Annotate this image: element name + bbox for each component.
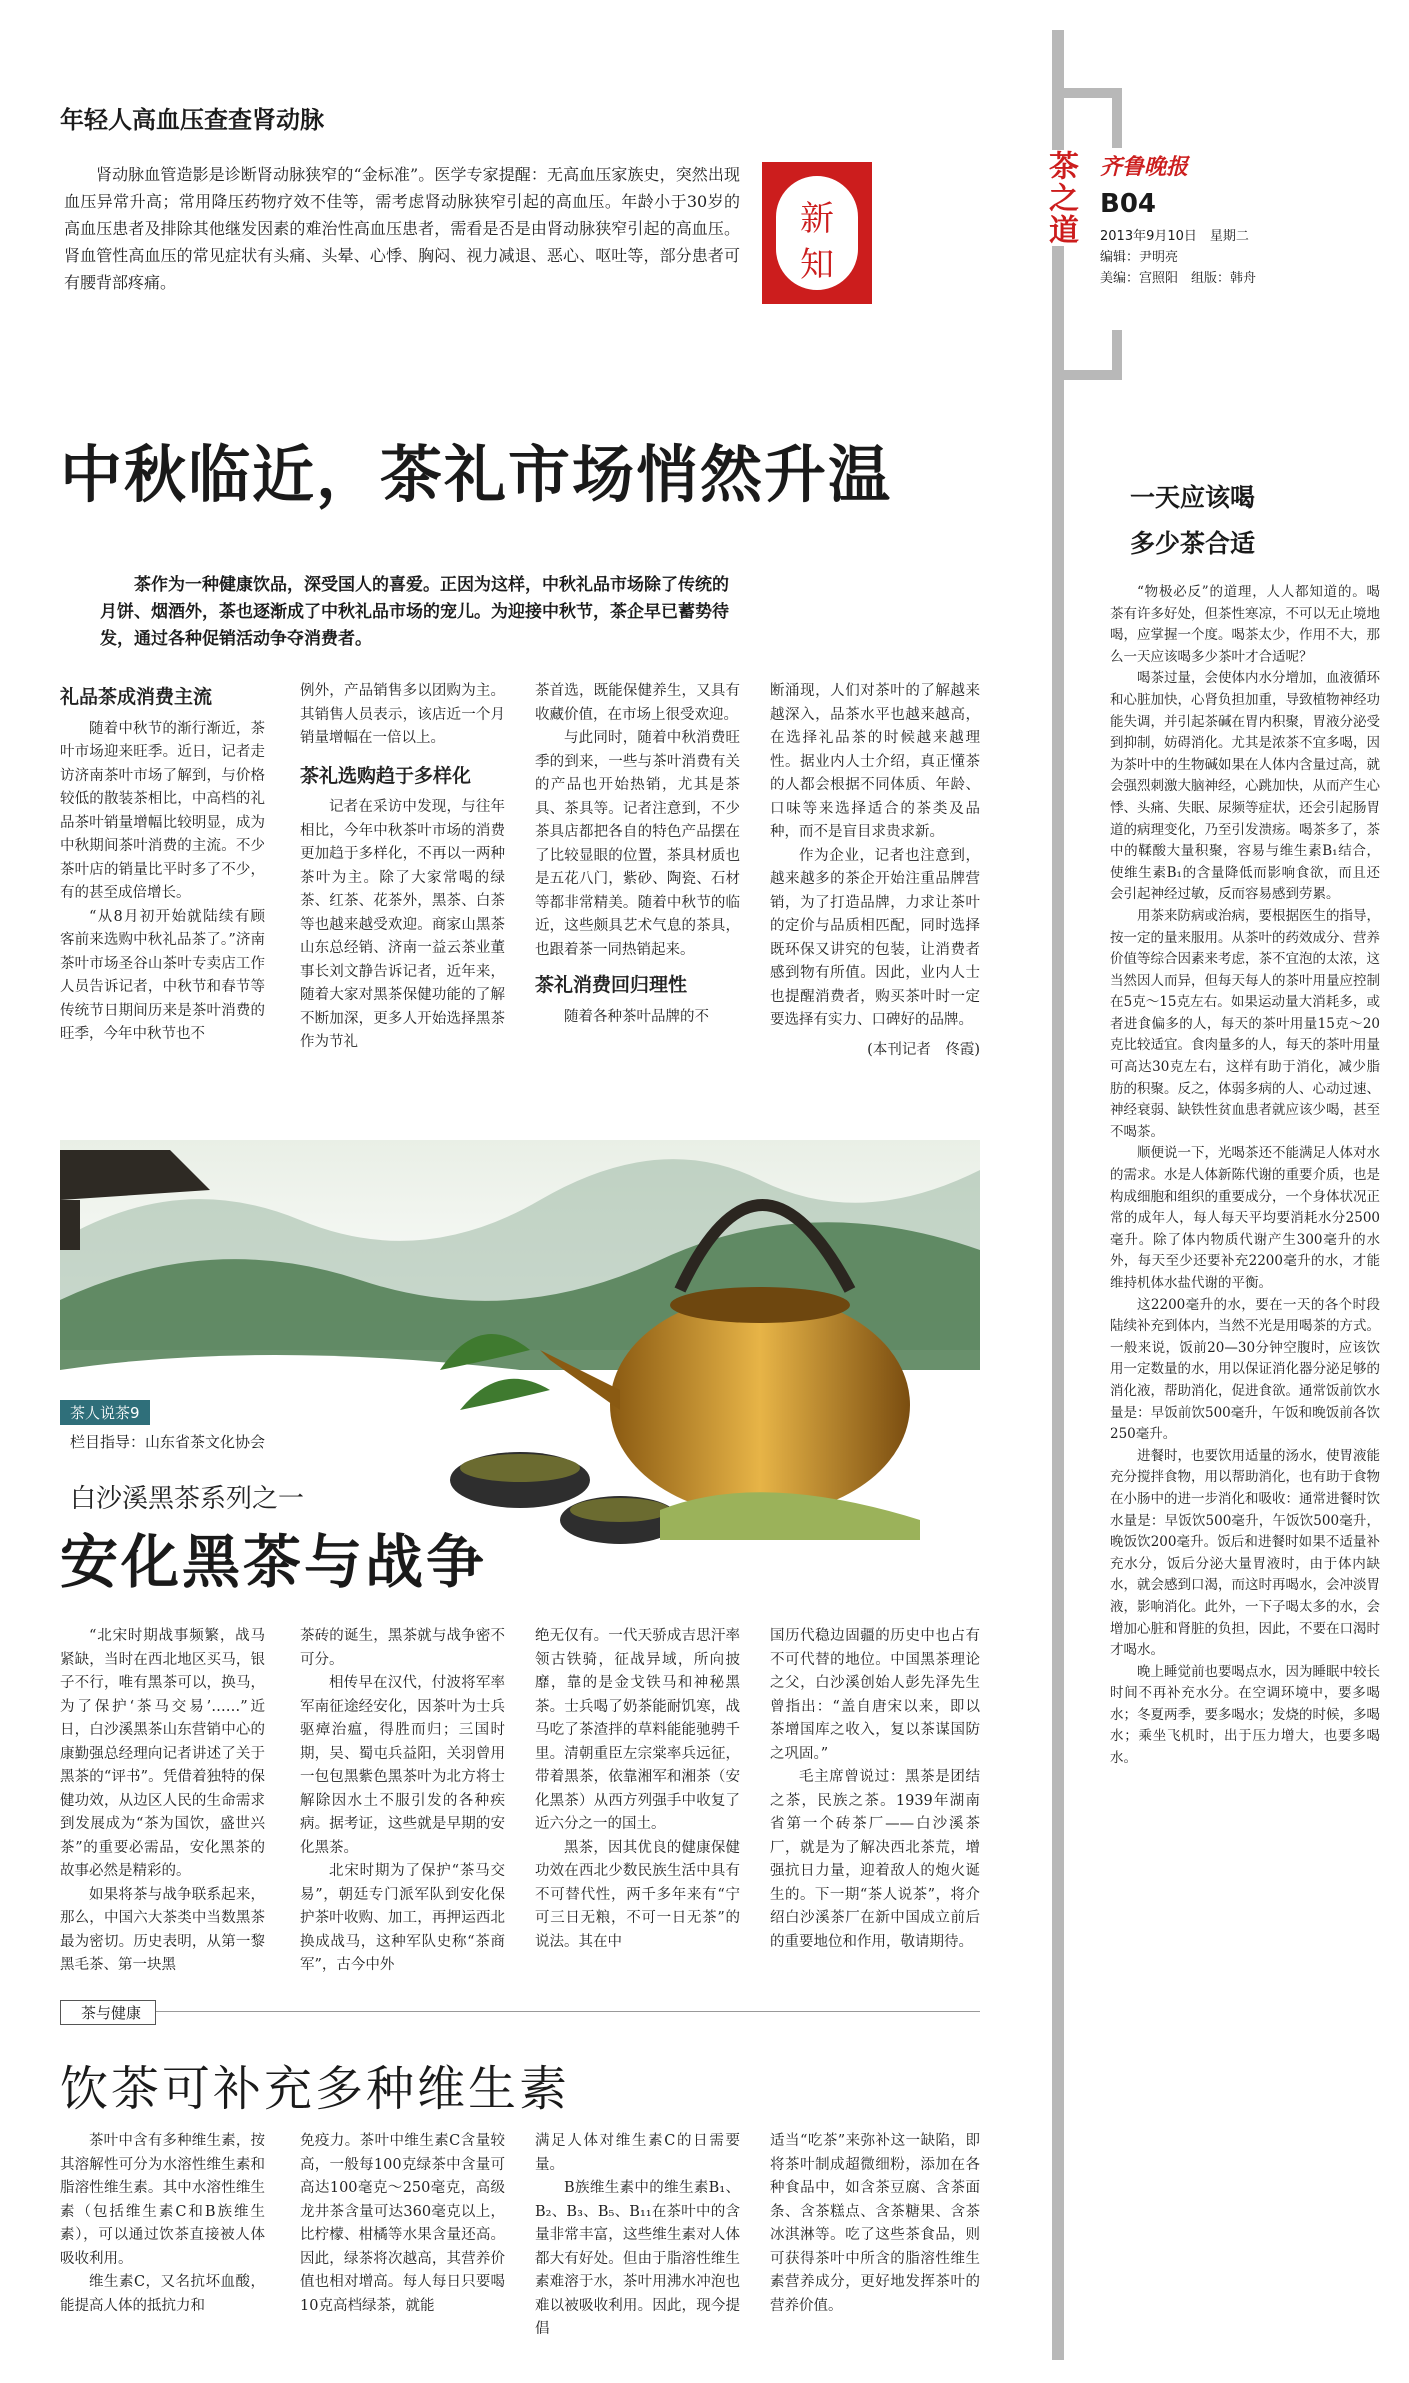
series-guide: 栏目指导：山东省茶文化协会	[70, 1433, 266, 1451]
main-subhead-1: 礼品茶成消费主流	[60, 686, 213, 708]
sidebar-title-1: 一天应该喝	[1130, 483, 1256, 512]
badge-char-2: 知	[800, 245, 834, 285]
masthead	[1100, 150, 1400, 286]
main-lead: 茶作为一种健康饮品，深受国人的喜爱。正因为这样，中秋礼品市场除了传统的月饼、烟酒外，茶也逐渐成了中秋礼品市场的宠儿。为迎接中秋节，茶企早已蓄势待发，通过各种促销活动争夺消费者。	[100, 575, 729, 649]
main-col-1: 礼品茶成消费主流 随着中秋节的渐行渐近，茶叶市场迎来旺季。近日，记者走访济南茶叶市场了解到，与价格较低的散装茶相比，中高档的礼品茶叶销量增幅比较明显，成为中秋期间茶叶消费的主流。不少茶叶店的销量比平时多了不少，有的甚至成倍增长。 “从8月初开始就陆续有顾客前来选购中秋礼品茶了。”济南茶叶市场圣谷山茶叶专卖店工作人员告诉记者，中秋节和春节等传统节日期间历来是茶叶消费的旺季，今年中秋节也不	[60, 686, 265, 1042]
vitamin-col-1: 茶叶中含有多种维生素，按其溶解性可分为水溶性维生素和脂溶性维生素。其中水溶性维生素（包括维生素C和B族维生素），可以通过饮茶直接被人体吸收利用。 维生素C，又名抗坏血酸，能提高人体的抵抗力和	[60, 2133, 265, 2314]
editor-credit: 编辑：尹明亮	[1100, 250, 1179, 265]
main-col-2: 例外，产品销售多以团购为主。其销售人员表示，该店近一个月销量增幅在一倍以上。 茶礼选购趋于多样化 记者在采访中发现，与往年相比，今年中秋茶叶市场的消费更加趋于多样化，不再以一两种茶叶为主。除了大家常喝的绿茶、红茶、花茶外，黑茶、白茶等也越来越受欢迎。商家山黑茶山东总经销、济南一益云茶业董事长刘文静告诉记者，近年来，随着大家对黑茶保健功能的了解不断加深，更多人开始选择黑茶作为节礼	[300, 683, 505, 1050]
badge-char-1: 新	[800, 199, 834, 239]
vitamin-label: 茶与健康	[60, 2000, 156, 2025]
paper-name: 齐鲁晚报	[1100, 154, 1189, 180]
section-name: 茶之道	[1043, 150, 1078, 246]
sidebar-article	[1110, 478, 1380, 2383]
top-article	[60, 100, 740, 296]
top-article-body: 肾动脉血管造影是诊断肾动脉狭窄的“金标准”。医学专家提醒：无高血压家族史，突然出现血压异常升高；常用降压药物疗效不佳等，需考虑肾动脉狭窄引起的高血压。年龄小于30岁的高血压患者及排除其他继发因素的难治性高血压患者，需看是否是由肾动脉狭窄引起的高血压。肾血管性高血压的常见症状有头痛、头晕、心悸、胸闷、视力减退、恶心、呕吐等，部分患者可有腰背部疼痛。	[64, 165, 740, 292]
series-col-3: 绝无仅有。一代天骄成吉思汗率领古铁骑，征战异域，所向披靡，靠的是金戈铁马和神秘黑茶。士兵喝了奶茶能耐饥寒，战马吃了茶渣拌的草料能能驰骋千里。清朝重臣左宗棠率兵远征，带着黑茶，依靠湘军和湘茶（安化黑茶）从西方列强手中收复了近六分之一的国土。 黑茶，因其优良的健康保健功效在西北少数民族生活中具有不可替代性，两千多年来有“宁可三日无粮，不可一日无茶”的说法。其在中	[535, 1628, 740, 1950]
new-knowledge-badge	[762, 162, 872, 304]
issue-date: 2013年9月10日 星期二	[1100, 229, 1249, 244]
main-subhead-2: 茶礼选购趋于多样化	[300, 764, 472, 787]
series-col-2: 茶砖的诞生，黑茶就与战争密不可分。 相传早在汉代，付波将军率军南征途经安化，因茶叶为士兵驱瘴治瘟，得胜而归；三国时期，吴、蜀屯兵益阳，关羽曾用一包包黑紫色黑茶叶为北方将士解除因水土不服引发的各种疾病。据考证，这些就是早期的安化黑茶。 北宋时期为了保护“茶马交易”，朝廷专门派军队到安化保护茶叶收购、加工，再押运西北换成战马，这种军队史称“茶商军”，古今中外	[300, 1628, 505, 1973]
vitamin-col-4: 适当“吃茶”来弥补这一缺陷，即将茶叶制成超微细粉，添加在各种食品中，如含茶豆腐、含茶面条、含茶糕点、含茶糖果、含茶冰淇淋等。吃了这些茶食品，则可获得茶叶中所含的脂溶性维生素营养成分，更好地发挥茶叶的营养价值。	[770, 2133, 980, 2314]
vitamin-col-3: 满足人体对维生素C的日需要量。 B族维生素中的维生素B₁、B₂、B₃、B₅、B₁₁在茶叶中的含量非常丰富，这些维生素对人体都大有好处。但由于脂溶性维生素难溶于水，茶叶用沸水冲泡也难以被吸收利用。因此，现今提倡	[535, 2133, 740, 2337]
series-kicker: 白沙溪黑茶系列之一	[70, 1484, 305, 1514]
main-byline: (本刊记者 佟霞)	[867, 1041, 980, 1058]
series-column-name: 茶人说茶9	[60, 1400, 150, 1425]
rail-bracket-top	[1052, 88, 1122, 148]
main-col-4: 断涌现，人们对茶叶的了解越来越深入，品茶水平也越来越高，在选择礼品茶的时候越来越理性。据业内人士介绍，真正懂茶的人都会根据不同体质、年龄、口味等来选择适合的茶类及品种，而不是盲目求贵求新。 作为企业，记者也注意到，越来越多的茶企开始注重品牌营销，为了打造品牌，力求让茶叶的定价与品质相匹配，同时选择既环保又讲究的包装，让消费者感到物有所值。因此，业内人士也提醒消费者，购买茶叶时一定要选择有实力、口碑好的品牌。 (本刊记者 佟霞)	[770, 680, 980, 1095]
vitamin-headline: 饮茶可补充多种维生素	[60, 2061, 571, 2117]
art-credit: 美编：宫照阳 组版：韩舟	[1100, 271, 1257, 286]
section-title	[1038, 150, 1078, 246]
series-headline: 安化黑茶与战争	[60, 1528, 488, 1596]
rail-bracket-bottom	[1052, 330, 1122, 380]
page-number: B04	[1100, 189, 1156, 219]
main-col-3: 茶首选，既能保健养生，又具有收藏价值，在市场上很受欢迎。 与此同时，随着中秋消费旺季的到来，一些与茶叶消费有关的产品也开始热销，尤其是茶具、茶具等。记者注意到，不少茶具店都把各自的特色产品摆在了比较显眼的位置，茶具材质也是五花八门，紫砂、陶瓷、石材等都非常精美。随着中秋节的临近，这些颇具艺术气息的茶具，也跟着茶一同热销起来。 茶礼消费回归理性 随着各种茶叶品牌的不	[535, 683, 740, 1025]
vitamin-label-row	[60, 2000, 980, 2025]
series-col-4: 国历代稳边固疆的历史中也占有不可代替的地位。中国黑茶理论之父，白沙溪创始人彭先泽先生曾指出：“盖自唐宋以来，即以茶增国库之收入，复以茶谋国防之巩固。” 毛主席曾说过：黑茶是团结之茶，民族之茶。1939年湖南省第一个砖茶厂——白沙溪茶厂，就是为了解决西北茶荒，增强抗日力量，迎着敌人的炮火诞生的。下一期“茶人说茶”，将介绍白沙溪茶厂在新中国成立前后的重要地位和作用，敬请期待。	[770, 1628, 980, 1950]
main-subhead-3: 茶礼消费回归理性	[535, 974, 688, 996]
top-article-title: 年轻人高血压查查肾动脉	[60, 106, 324, 134]
sidebar-title-2: 多少茶合适	[1130, 529, 1256, 558]
series-column-label	[60, 1400, 265, 1452]
vitamin-col-2: 免疫力。茶叶中维生素C含量较高，一般每100克绿茶中含量可高达100毫克～250毫克，高级龙井茶含量可达360毫克以上，比柠檬、柑橘等水果含量还高。因此，绿茶将次越高，其营养价值也相对增高。每人每日只要喝10克高档绿茶，就能	[300, 2133, 505, 2314]
sidebar-body: “物极必反”的道理，人人都知道的。喝茶有许多好处，但茶性寒凉，不可以无止境地喝，应掌握一个度。喝茶太少，作用不大，那么一天应该喝多少茶叶才合适呢？ 喝茶过量，会使体内水分增加，血液循环和心脏加快，心肾负担加重，导致植物神经功能失调，并引起茶碱在胃内积聚，胃液分泌受到抑制，妨碍消化。尤其是浓茶不宜多喝，因为茶叶中的生物碱如果在人体内含量过高，就会强烈刺激大脑神经，心跳加快，从而产生心悸、头痛、失眠、尿频等症状，还会引起肠胃道的病理变化，乃至引发溃疡。喝茶多了，茶中的鞣酸大量积聚，容易与维生素B₁结合，使维生素B₁的含量降低而影响食欲，而且还会引起神经过敏，反而容易感到劳累。 用茶来防病或治病，要根据医生的指导，按一定的量来服用。从茶叶的药效成分、营养价值等综合因素来考虑，茶不宜泡的太浓，这当然因人而异，但每天每人的茶叶用量应控制在5克～15克左右。如果运动量大消耗多，或者进食偏多的人，每天的茶叶用量15克～20克比较适宜。食肉量多的人，每天的茶叶用量可高达30克左右，这样有助于消化，减少脂肪的积聚。反之，体弱多病的人、心动过速、神经衰弱、缺铁性贫血患者就应该少喝，甚至不喝茶。 顺便说一下，光喝茶还不能满足人体对水的需求。水是人体新陈代谢的重要介质，也是构成细胞和组织的重要成分，一个身体状况正常的成年人，每人每天平均要消耗水分2500毫升。除了体内物质代谢产生300毫升的水外，每天至少还要补充2200毫升的水，才能维持机体水盐代谢的平衡。 这2200毫升的水，要在一天的各个时段陆续补充到体内，当然不光是用喝茶的方式。一般来说，饭前20—30分钟空腹时，应该饮用一定数量的水，用以保证消化器分泌足够的消化液，帮助消化，促进食欲。通常饭前饮水量是：早饭前饮500毫升，午饭和晚饭前各饮250毫升。 进餐时，也要饮用适量的汤水，使胃液能充分搅拌食物，用以帮助消化，也有助于食物在小肠中的进一步消化和吸收：通常进餐时饮水量是：早饭饮500毫升，午饭饮500毫升，晚饭饮200毫升。饭后和进餐时如果不适量补充水分，饭后分泌大量胃液时，由于体内缺水，就会感到口渴，而这时再喝水，会冲淡胃液，影响消化。此外，一下子喝太多的水，会增加心脏和肾脏的负担，因此，不要在口渴时才喝水。 晚上睡觉前也要喝点水，因为睡眠中较长时间不再补充水分。在空调环境中，要多喝水；冬夏两季，要多喝水；发烧的时候，多喝水；乘坐飞机时，出于压力增大，也要多喝水。	[1110, 584, 1380, 1767]
main-headline: 中秋临近，茶礼市场悄然升温	[60, 438, 893, 511]
series-col-1: “北宋时期战事频繁，战马紧缺，当时在西北地区买马，银子不行，唯有黑茶可以，换马，为了保护‘茶马交易’……”近日，白沙溪黑茶山东营销中心的康勤强总经理向记者讲述了关于黑茶的“评书”。凭借着独特的保健功效，从边区人民的生命需求到发展成为“茶为国饮，盛世兴茶”的重要必需品，安化黑茶的故事必然是精彩的。 如果将茶与战争联系起来，那么，中国六大茶类中当数黑茶最为密切。历史表明，从第一黎黑毛茶、第一块黑	[60, 1628, 265, 1973]
